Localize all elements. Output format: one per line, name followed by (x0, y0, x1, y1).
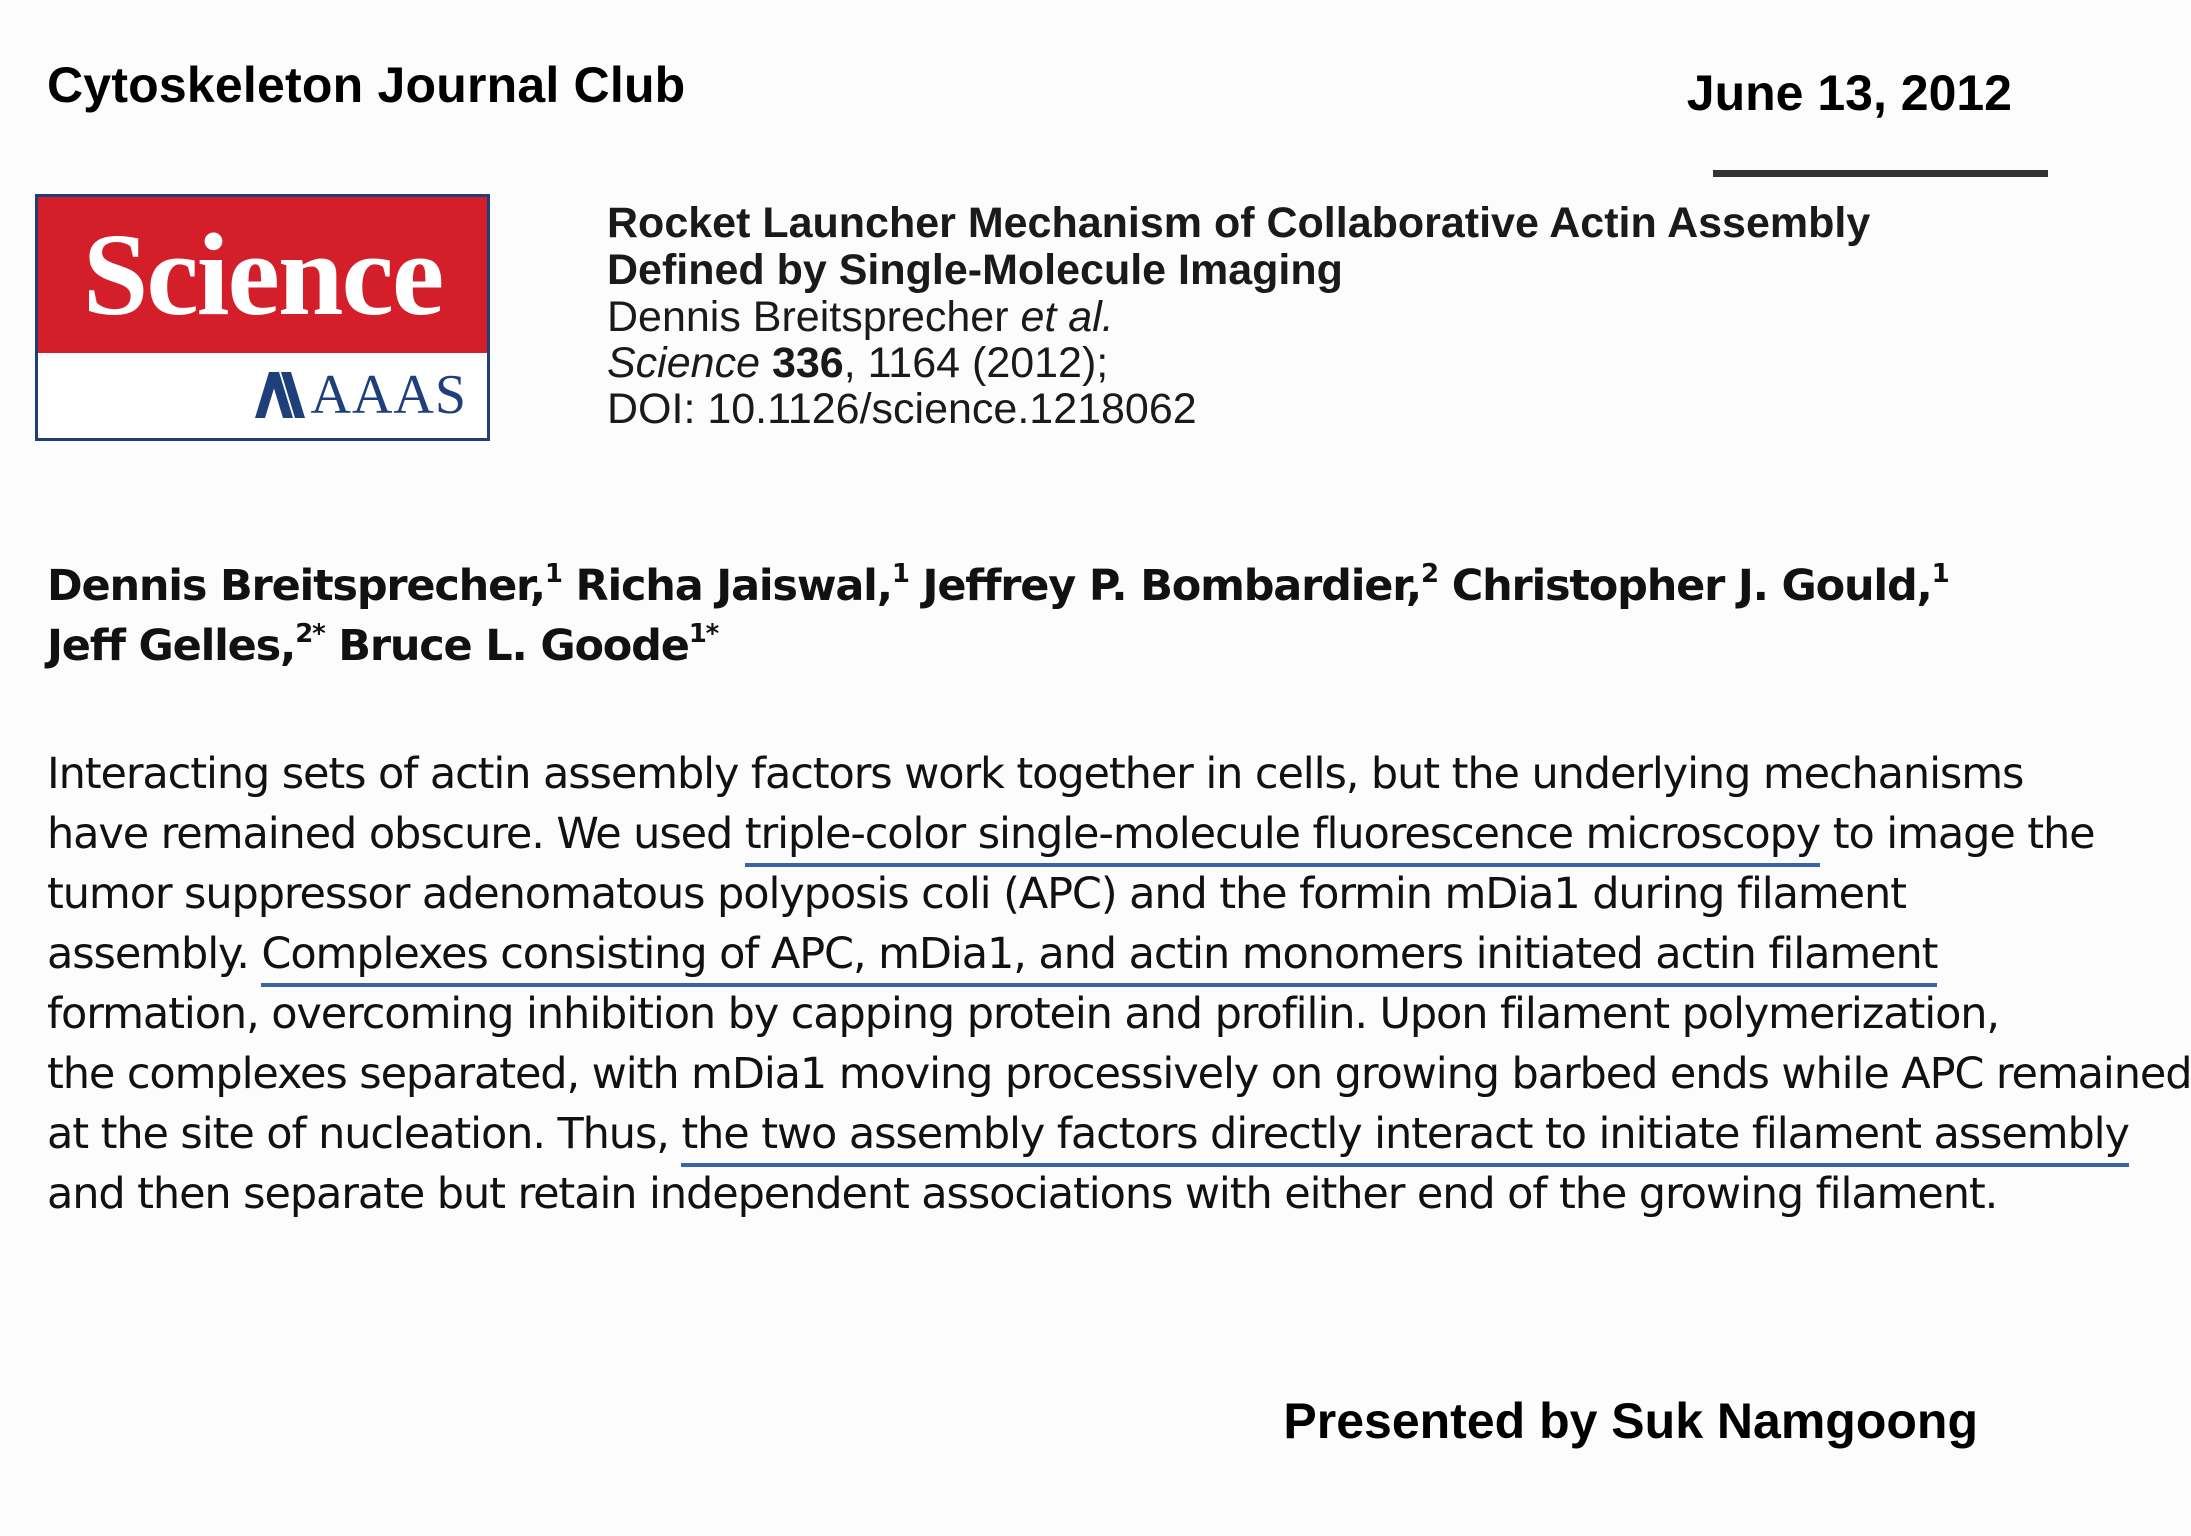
abstract-segment: assembly. (47, 929, 262, 979)
presentation-date: June 13, 2012 (1686, 65, 2012, 121)
abstract-line (47, 1104, 2129, 1164)
citation-etal: et al. (1020, 293, 1114, 341)
highlighted-phrase: triple-color single-molecule fluorescence microscopy (745, 809, 1820, 867)
author: Dennis Breitsprecher, (47, 561, 545, 611)
abstract-line: formation, overcoming inhibition by capping protein and profilin. Upon filament polymerization, (47, 989, 2000, 1039)
author-affiliation: 1* (688, 619, 718, 649)
author: Christopher J. Gould, (1437, 561, 1932, 611)
abstract-segment: at the site of nucleation. Thus, (47, 1109, 682, 1159)
abstract-segment: have remained obscure. We used (47, 809, 745, 859)
abstract-line: and then separate but retain independent associations with either end of the growing filament. (47, 1169, 1998, 1219)
header-divider (1713, 170, 2048, 177)
abstract-segment: to image the (1820, 809, 2095, 859)
author-affiliation: 1 (891, 559, 909, 589)
author-affiliation: 1 (544, 559, 562, 589)
author-line-1 (47, 556, 1997, 616)
author-affiliation: 1 (1931, 559, 1949, 589)
science-wordmark: Science (38, 197, 487, 353)
logo-bottom-band (38, 353, 487, 438)
paper-citation (607, 200, 2007, 432)
highlighted-phrase: the two assembly factors directly interact to initiate filament assembly (681, 1109, 2128, 1167)
author: Jeff Gelles, (47, 621, 296, 671)
journal-pages-year: , 1164 (2012); (843, 339, 1109, 387)
aaas-label: AAAS (310, 364, 467, 426)
abstract-line (47, 804, 2095, 864)
science-logo (35, 194, 490, 441)
author-affiliation: 2 (1421, 559, 1438, 589)
journal-name: Science (607, 339, 760, 387)
paper-title-line-2: Defined by Single-Molecule Imaging (607, 246, 1343, 294)
presenter-credit: Presented by Suk Namgoong (1283, 1393, 1978, 1449)
author-line-2 (47, 616, 1997, 676)
abstract-line: tumor suppressor adenomatous polyposis coli (APC) and the formin mDia1 during filament (47, 869, 1906, 919)
journal-club-title: Cytoskeleton Journal Club (47, 57, 686, 113)
abstract-line: Interacting sets of actin assembly factors work together in cells, but the underlying mechanisms (47, 749, 2024, 799)
citation-doi: DOI: 10.1126/science.1218062 (607, 385, 1197, 433)
aaas-icon (255, 372, 307, 418)
author-affiliation: 2* (295, 619, 325, 649)
citation-author-name: Dennis Breitsprecher (607, 293, 1021, 341)
author: Jeffrey P. Bombardier, (908, 561, 1422, 611)
journal-volume: 336 (771, 339, 844, 387)
citation-authors (607, 294, 2007, 340)
aaas-mark (255, 363, 467, 427)
abstract-text (47, 744, 2191, 1224)
citation-journal (607, 340, 2007, 386)
paper-title-line-1: Rocket Launcher Mechanism of Collaborative Actin Assembly (607, 199, 1871, 247)
author-list (47, 556, 1997, 676)
abstract-line (47, 924, 2017, 984)
author: Bruce L. Goode (324, 621, 689, 671)
abstract-line: the complexes separated, with mDia1 moving processively on growing barbed ends while APC remained (47, 1049, 2191, 1099)
author: Richa Jaiswal, (561, 561, 892, 611)
highlighted-phrase: Complexes consisting of APC, mDia1, and actin monomers initiated actin filament (261, 929, 1937, 987)
